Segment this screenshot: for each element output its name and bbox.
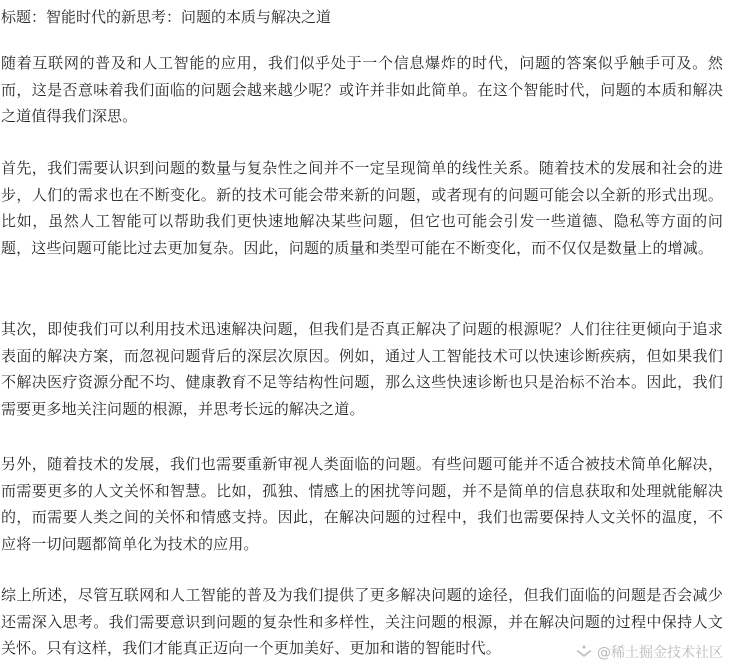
paragraph-1: 随着互联网的普及和人工智能的应用，我们似乎处于一个信息爆炸的时代，问题的答案似乎触手可及。然而，这是否意味着我们面临的问题会越来越少呢？或许并非如此简单。在这个智能时代，问题的本质和解决之道值得我们深思。: [1, 54, 723, 125]
juejin-logo-icon: [575, 643, 593, 661]
paragraph-5: 综上所述，尽管互联网和人工智能的普及为我们提供了更多解决问题的途径，但我们面临的问题是否会减少还需深入思考。我们需要意识到问题的复杂性和多样性，关注问题的根源，并在解决问题的过程中保持人文关怀。只有这样，我们才能真正迈向一个更加美好、更加和谐的智能时代。: [1, 586, 723, 657]
watermark-text: @稀土掘金技术社区: [597, 645, 723, 661]
paragraph-3: 其次，即使我们可以利用技术迅速解决问题，但我们是否真正解决了问题的根源呢？人们往往更倾向于追求表面的解决方案，而忽视问题背后的深层次原因。例如，通过人工智能技术可以快速诊断疾病，但如果我们不解决医疗资源分配不均、健康教育不足等结构性问题，那么这些快速诊断也只是治标不治本。因此，我们需要更多地关注问题的根源，并思考长远的解决之道。: [1, 320, 723, 418]
paragraph-4: 另外，随着技术的发展，我们也需要重新审视人类面临的问题。有些问题可能并不适合被技术简单化解决，而需要更多的人文关怀和智慧。比如，孤独、情感上的困扰等问题，并不是简单的信息获取和处理就能解决的，而需要人类之间的关怀和情感支持。因此，在解决问题的过程中，我们也需要保持人文关怀的温度，不应将一切问题都简单化为技术的应用。: [1, 455, 723, 553]
paragraph-2: 首先，我们需要认识到问题的数量与复杂性之间并不一定呈现简单的线性关系。随着技术的发展和社会的进步，人们的需求也在不断变化。新的技术可能会带来新的问题，或者现有的问题可能会以全新的形式出现。比如，虽然人工智能可以帮助我们更快速地解决某些问题，但它也可能会引发一些道德、隐私等方面的问题，这些问题可能比过去更加复杂。因此，问题的质量和类型可能在不断变化，而不仅仅是数量上的增减。: [1, 159, 723, 257]
article-title: 标题：智能时代的新思考：问题的本质与解决之道: [1, 8, 332, 26]
watermark: [575, 642, 723, 662]
